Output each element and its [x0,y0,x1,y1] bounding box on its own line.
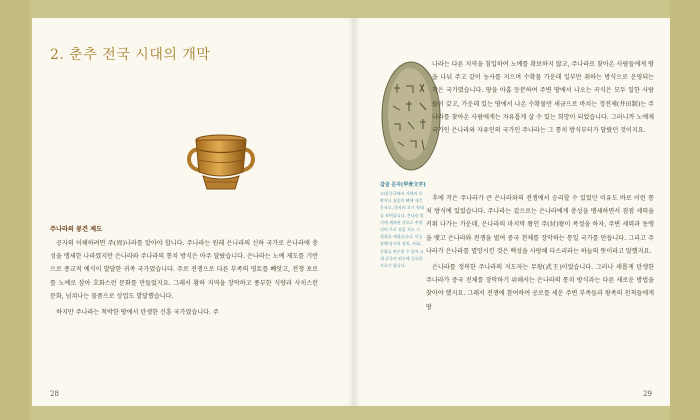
left-body-text [50,237,318,322]
page-number-right: 29 [643,390,652,398]
left-page [32,18,354,406]
page-number-left: 28 [50,390,59,398]
paragraph: 나라는 다른 지역을 침입하여 노예를 확보하지 않고, 주나라로 찾아온 사람들에게 땅을 나눠 주고 같이 농사를 지으며 수확물 가운데 일부만 취하는 방식으로 운영되는 작은 국가였습니다. 땅을 아홉 등분하여 주변 땅에서 나오는 곡식은 모두 일한 사람들이 갖고, 가운데 있는 땅에서 나온 수확물만 세금으로 바치는 정전제(井田制)는 주나라를 찾아온 사람에게는 자유롭게 살 수 있는 희망이 되었습니다. 그러니까 노예제 국가인 은나라와 자유인의 국가인 주나라는 그 통치 방식부터가 달랐던 것이지요. [432,61,654,135]
caption-heading: 갑골 문자(甲骨文字) [380,182,426,188]
border-glyph [0,0,30,2]
paragraph: 공자의 이해하려면 주(周)나라를 알아야 합니다. 주나라는 원래 은나라의 신하 국가로 은나라에 충성을 맹세한 나라였지만 은나라와 주나라의 통치 방식은 아주 달랐습니다. 은나라는 노예 제도를 기반으로 종교적 예식이 발달한 귀족 국가였습니다. 주로 전쟁으로 다른 부족의 영토를 빼앗고, 전쟁 포로를 노예로 삼아 호화스런 문화를 만들었지요. 그래서 황하 지역을 장악하고 풍부한 식량과 사치스런 문화, 넘쳐나는 물품으로 상업도 발달했습니다. [50,240,318,300]
chapter-title: 2. 춘추 전국 시대의 개막 [50,47,211,63]
decorative-border-right [670,0,700,420]
border-glyph [670,0,700,2]
border-glyph [0,0,30,2]
right-page [354,18,670,406]
border-glyph [670,0,700,2]
border-glyph [0,0,30,2]
border-glyph [670,0,700,2]
decorative-border-left [0,0,30,420]
border-glyph [0,0,30,2]
paragraph: 은나라를 정복한 주나라의 지도자는 무왕(武王)이었습니다. 그러나 새롭게 탄생한 주나라가 중국 전체를 장악하기 위해서는 은나라의 통치 방식과는 다른 새로운 방법을 찾아야 했지요. 그래서 전쟁에 참여하여 공로를 세운 주변 부족들과 왕족의 친척들에게 땅 [426,264,654,311]
border-glyph [0,0,30,2]
border-glyph [670,0,700,2]
bronze-vessel-image [180,126,262,194]
border-glyph [670,0,700,2]
right-body-text-top [432,58,654,140]
right-body-text-bottom [426,192,654,317]
border-glyph [670,0,700,2]
paragraph: 하지만 주나라는 척박한 땅에서 탄생한 신흥 국가였습니다. 주 [56,309,219,317]
border-glyph [670,0,700,2]
border-glyph [0,0,30,2]
border-glyph [670,0,700,2]
border-glyph [670,0,700,2]
border-glyph [670,0,700,2]
border-glyph [0,0,30,2]
paragraph: 후에 작은 주나라가 큰 은나라와의 전쟁에서 승리할 수 있었던 이유도 바로 이런 통치 방식에 있었습니다. 주나라는 겉으로는 은나라에게 충성을 맹세하면서 점점 세력을 키워 나가는 가운데, 은나라의 마지막 왕인 주(紂)왕이 폭정을 하자, 주변 세력과 동맹을 맺고 은나라와 전쟁을 벌여 중국 천체를 장악하는 통일 국가를 만듭니다. 그리고 주나라가 은나라를 멸망시킨 것은 백성을 사랑해 다스리라는 하늘의 뜻이라고 말했지요. [426,195,654,255]
border-glyph [0,0,30,2]
image-caption: 고대 중국에서 거북의 등딱지나 짐승의 뼈에 새긴 문자로, 한자의 초기 형태를 보여줍니다. 은나라 말기에 제작된 것으로 추정되며 주로 점을 치고 그 결과를 새겼습니다. 이를 통해 당시의 정치, 사회, 문화를 연구할 수 있어 고대 중국사 연구에 중요한 자료가 됩니다. [380,191,424,269]
section-heading: 주나라의 봉건 제도 [50,226,103,233]
border-glyph [0,0,30,2]
border-glyph [0,0,30,2]
